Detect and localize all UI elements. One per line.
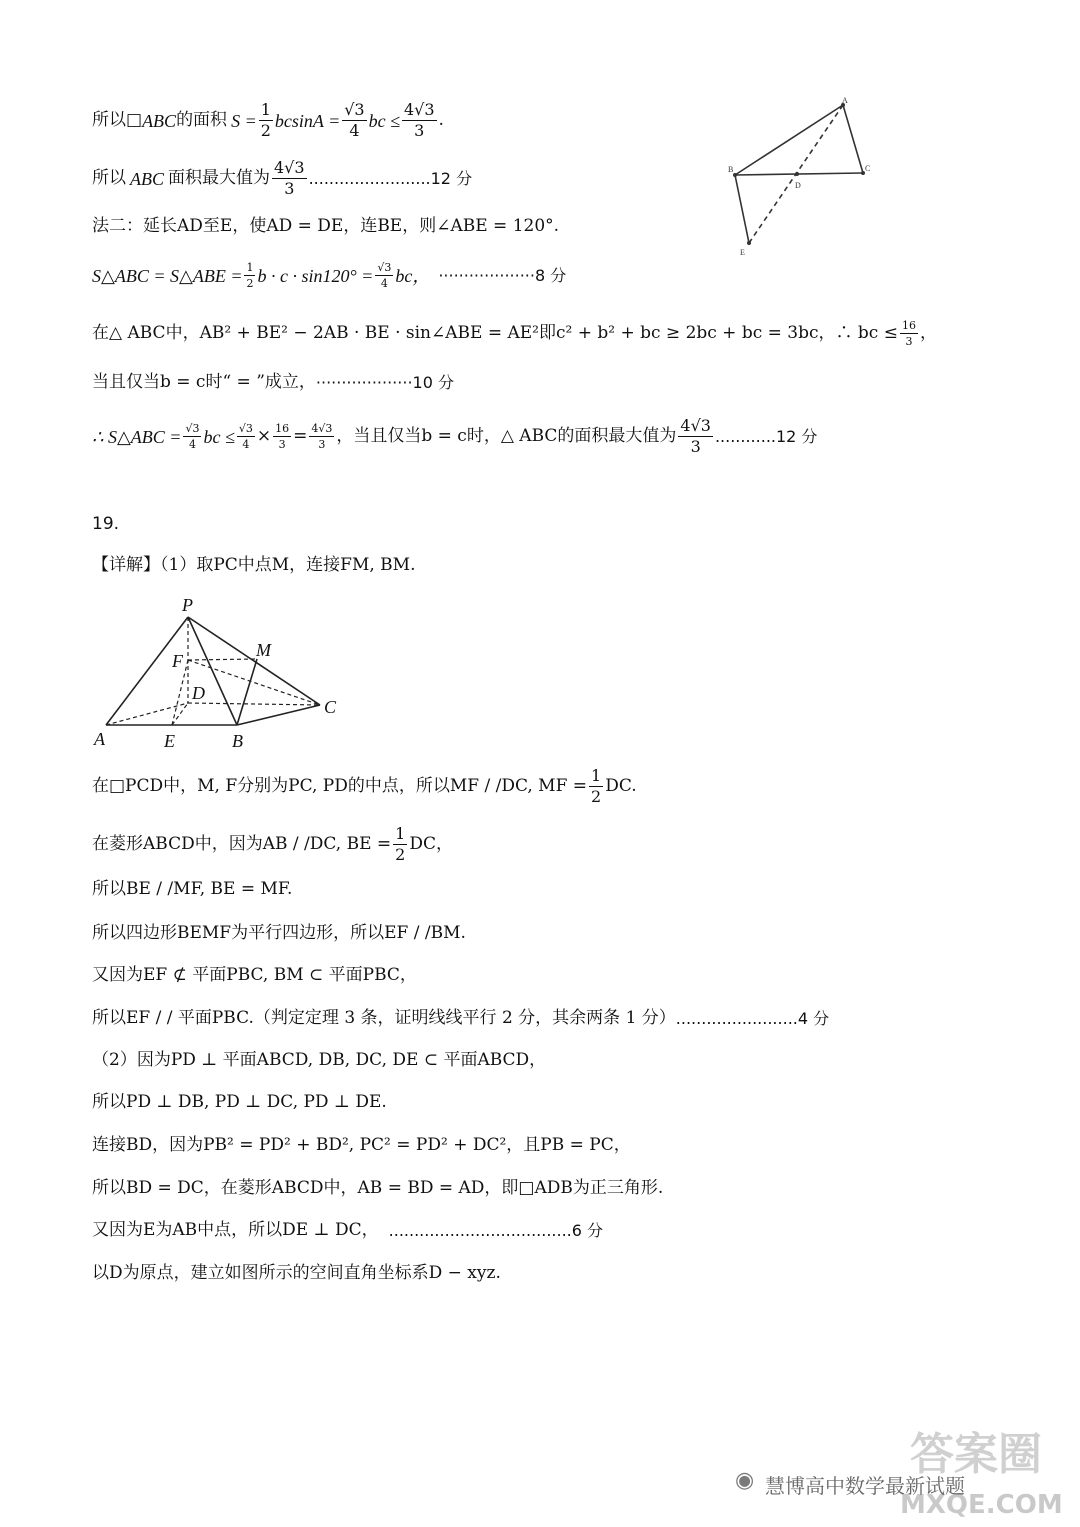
fraction: $\frac{16}{3}$ [901,319,916,348]
score-label: ............12 分 [714,426,818,446]
proof-line-1: 在□PCD中，M, F分别为PC, PD的中点，所以MF / /DC, MF = $\frac{1}{2}$ DC. [92,766,637,806]
score-label: ···················8 分 [438,265,567,285]
point-label-a: A [94,729,105,749]
triangle-diagram [725,95,875,265]
proof-line-6: 所以EF / / 平面PBC.（判定定理 3 条，证明线线平行 2 分，其余两条 1 分） ........................4 分 [92,1008,830,1028]
proof-line-8: 所以PD ⊥ DB, PD ⊥ DC, PD ⊥ DE. [92,1092,387,1112]
proof-line-12: 以D为原点，建立如图所示的空间直角坐标系D − xyz. [92,1263,501,1283]
point-label-b: B [232,731,243,751]
point-label-c: C [324,697,337,717]
score-label: ........................4 分 [675,1008,830,1028]
proof-line-10: 所以BD = DC，在菱形ABCD中，AB = BD = AD，即□ADB为正三角形. [92,1178,664,1198]
proof-line-5: 又因为EF ⊄ 平面PBC, BM ⊂ 平面PBC， [92,965,417,985]
proof-line-2: 在菱形ABCD中，因为AB / /DC, BE = $\frac{1}{2}$ DC， [92,824,453,864]
fraction: $\frac{4√3}{3}$ [403,100,435,140]
score-label: ···················10 分 [315,372,454,392]
max-area-line: 所以 ABC 面积最大值为 $\frac{4√3}{3}$ ........................12 分 [92,158,473,198]
point-label-e: E [164,731,175,751]
fraction: $\frac{√3}{4}$ [238,422,253,451]
fraction: $\frac{√3}{4}$ [344,100,365,140]
fraction: $\frac{1}{2}$ [246,261,254,290]
point-label-b: B [728,165,734,174]
fraction: $\frac{1}{2}$ [591,766,602,806]
score-label: ....................................6 分 [388,1220,604,1240]
watermark-site: MXQE.COM [900,1490,1063,1520]
fraction: $\frac{√3}{4}$ [185,422,200,451]
watermark-text: 慧博高中数学最新试题 [765,1474,965,1498]
proof-line-7: （2）因为PD ⊥ 平面ABCD, DB, DC, DE ⊂ 平面ABCD， [92,1050,547,1070]
point-label-d: D [192,683,205,703]
point-label-f: F [172,651,183,671]
pyramid-diagram [92,595,352,753]
fraction: $\frac{4√3}{3}$ [680,416,711,456]
fraction: $\frac{1}{2}$ [260,100,271,140]
fraction: $\frac{4√3}{3}$ [311,422,333,451]
fraction: $\frac{4√3}{3}$ [274,158,305,198]
conclusion-line: ∴ S△ABC = $\frac{√3}{4}$ bc ≤ $\frac{√3}{4}$ × $\frac{16}{3}$ = $\frac{4√3}{3}$ ，当且仅当b = c时，△ ABC的面积最大值为 $\frac{4√3}{3}$ ............12 分 [92,416,818,456]
fraction: $\frac{16}{3}$ [275,422,290,451]
proof-line-9: 连接BD，因为PB² = PD² + BD², PC² = PD² + DC²，且PB = PC， [92,1135,631,1155]
point-label-a: A [842,96,848,105]
detail-intro-line: 【详解】（1）取PC中点M，连接FM, BM. [92,555,416,575]
proof-line-3: 所以BE / /MF, BE = MF. [92,879,293,899]
proof-line-11: 又因为E为AB中点，所以DE ⊥ DC， ....................................6 分 [92,1220,604,1240]
point-label-d: D [795,181,801,190]
point-label-m: M [256,640,271,660]
question-number: 19. [92,514,120,534]
score-label: ........................12 分 [308,168,473,188]
equality-condition-line: 当且仅当b = c时“ = ”成立， ···················10 分 [92,372,454,392]
method-two-line: 法二：延长AD至E，使AD = DE，连BE，则∠ABE = 120°. [92,216,560,236]
cosine-law-line: 在△ ABC中，AB² + BE² − 2AB · BE · sin∠ABE = AE²即c² + b² + bc ≥ 2bc + bc = 3bc，∴ bc ≤ $\frac{16}{3}$ ， [92,319,937,348]
point-label-c: C [865,164,871,173]
area-formula-line: 所以□ ABC 的面积 S = $\frac{1}{2}$ bcsinA = $\frac{√3}{4}$ bc ≤ $\frac{4√3}{3}$ . [92,100,444,140]
wechat-icon: ◉ [735,1468,755,1493]
area-equal-line: S△ABC = S△ABE = $\frac{1}{2}$ b · c · sin120° = $\frac{√3}{4}$ bc， ···················8 分 [92,261,567,290]
watermark-logo: 答案圈 [910,1429,1042,1480]
point-label-e: E [740,248,745,257]
fraction: $\frac{√3}{4}$ [377,261,392,290]
proof-line-4: 所以四边形BEMF为平行四边形，所以EF / /BM. [92,923,466,943]
fraction: $\frac{1}{2}$ [395,824,406,864]
point-label-p: P [182,595,193,615]
